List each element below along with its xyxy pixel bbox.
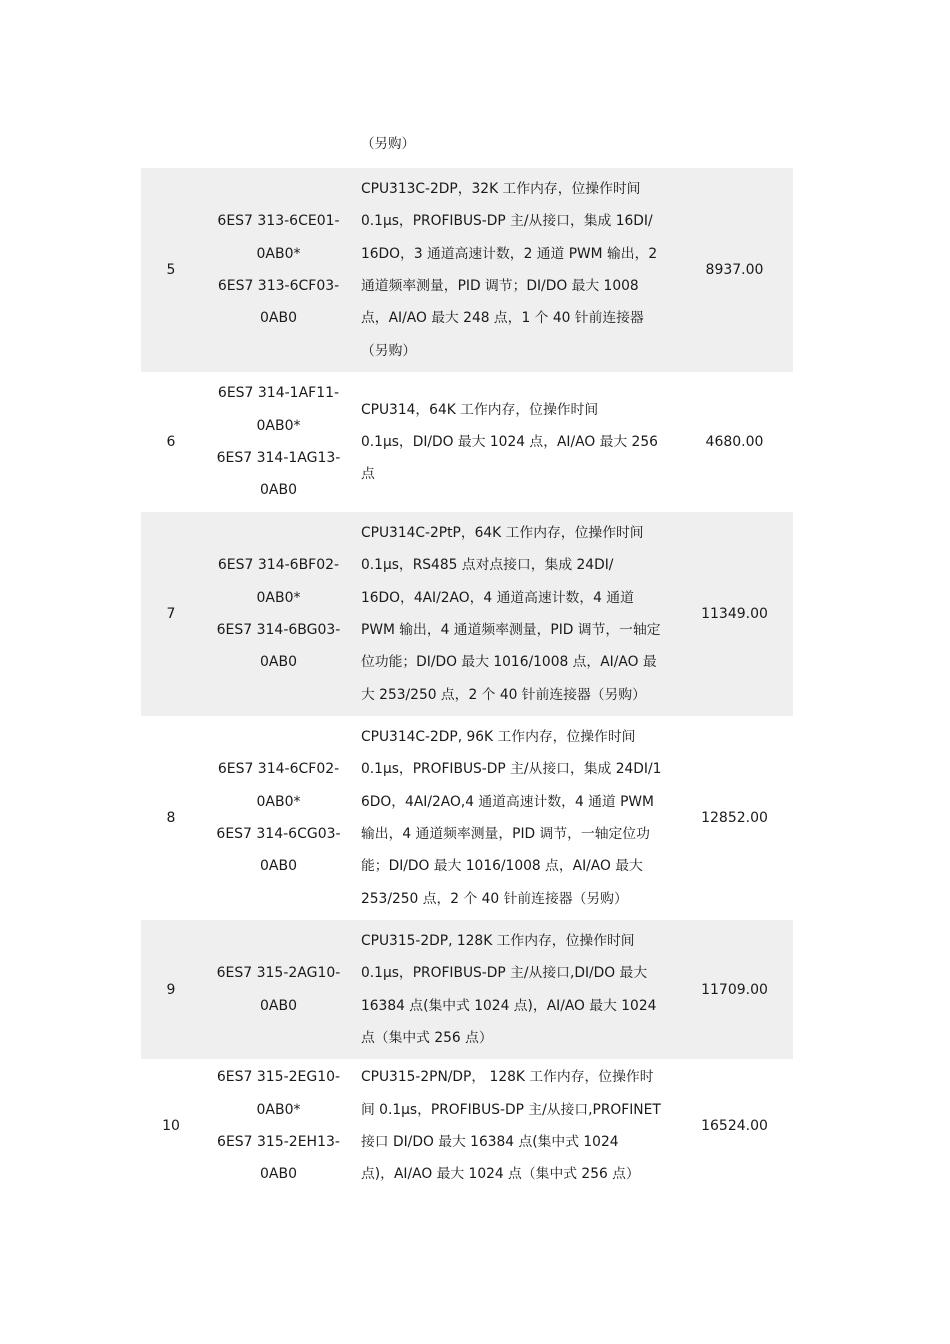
- part-number-cell: [201, 549, 356, 678]
- table-row: [141, 716, 793, 920]
- table-row: [141, 372, 793, 512]
- description-line: CPU314C-2PtP，64K 工作内存，位操作时间: [361, 525, 644, 542]
- part-number-line: 0AB0*: [256, 245, 301, 262]
- price-cell: 11709.00: [701, 981, 768, 998]
- description-line: 253/250 点，2 个 40 针前连接器（另购）: [361, 890, 628, 907]
- part-number-line: 0AB0*: [256, 1101, 301, 1118]
- row-index: 9: [166, 981, 176, 998]
- row-index: 8: [166, 810, 176, 826]
- description-line: 0.1μs，PROFIBUS-DP 主/从接口，集成 24DI/1: [361, 761, 662, 778]
- description-line: 点，AI/AO 最大 248 点，1 个 40 针前连接器: [361, 310, 644, 327]
- part-number-cell: [201, 377, 356, 506]
- description-cell: [356, 1061, 676, 1190]
- description-cell: [356, 721, 676, 915]
- description-line: 0.1μs，RS485 点对点接口，集成 24DI/: [361, 557, 614, 574]
- part-number-line: 6ES7 314-6CF02-: [217, 761, 340, 778]
- part-number-cell: [201, 205, 356, 334]
- part-number-line: 6ES7 314-6BF02-: [217, 557, 340, 574]
- description-cell: [356, 517, 676, 711]
- part-number-line: 6ES7 313-6CF03-: [217, 278, 340, 294]
- description-line: CPU315-2PN/DP， 128K 工作内存，位操作时: [361, 1069, 654, 1086]
- description-line: 6DO，4AI/2AO,4 通道高速计数，4 通道 PWM: [361, 793, 654, 810]
- row-index: 6: [166, 434, 176, 450]
- table-row: [141, 920, 793, 1059]
- product-price-table: [141, 168, 793, 1193]
- description-line: 能；DI/DO 最大 1016/1008 点，AI/AO 最大: [361, 858, 643, 875]
- part-number-line: 0AB0: [260, 482, 297, 499]
- description-line: 0.1μs，DI/DO 最大 1024 点，AI/AO 最大 256: [361, 433, 658, 450]
- part-number-cell: [201, 1061, 356, 1190]
- price-cell: 4680.00: [705, 434, 764, 450]
- continued-description-line: （另购）: [361, 136, 415, 152]
- description-line: 位功能；DI/DO 最大 1016/1008 点，AI/AO 最: [361, 654, 657, 671]
- price-cell: 11349.00: [701, 606, 768, 622]
- part-number-line: 0AB0: [260, 310, 297, 327]
- description-line: 大 253/250 点，2 个 40 针前连接器（另购）: [361, 686, 646, 703]
- price-cell: 16524.00: [701, 1118, 768, 1134]
- description-line: 16DO，4AI/2AO，4 通道高速计数，4 通道: [361, 589, 634, 606]
- part-number-line: 6ES7 315-2EH13-: [217, 1134, 340, 1150]
- description-line: 0.1μs，PROFIBUS-DP 主/从接口，集成 16DI/: [361, 213, 653, 230]
- price-cell: 8937.00: [705, 262, 764, 278]
- part-number-line: 6ES7 313-6CE01-: [217, 213, 340, 230]
- part-number-line: 6ES7 314-6CG03-: [216, 826, 341, 842]
- part-number-line: 0AB0: [260, 858, 297, 875]
- description-cell: [356, 173, 676, 367]
- row-index: 5: [166, 262, 176, 278]
- description-line: CPU313C-2DP，32K 工作内存，位操作时间: [361, 181, 641, 198]
- description-cell: [356, 394, 676, 491]
- part-number-line: 0AB0: [260, 997, 297, 1014]
- part-number-line: 6ES7 314-6BG03-: [216, 622, 341, 638]
- part-number-line: 0AB0*: [256, 589, 301, 606]
- row-index: 7: [166, 606, 176, 622]
- part-number-line: 0AB0: [260, 654, 297, 671]
- description-line: 点: [361, 466, 375, 483]
- description-line: 0.1μs，PROFIBUS-DP 主/从接口,DI/DO 最大: [361, 965, 648, 982]
- part-number-line: 0AB0*: [256, 793, 301, 810]
- description-line: 间 0.1μs，PROFIBUS-DP 主/从接口,PROFINET: [361, 1101, 661, 1118]
- part-number-line: 0AB0: [260, 1166, 297, 1183]
- description-line: CPU314C-2DP, 96K 工作内存，位操作时间: [361, 729, 636, 746]
- description-line: 通道频率测量，PID 调节；DI/DO 最大 1008: [361, 278, 639, 294]
- description-line: 16DO，3 通道高速计数，2 通道 PWM 输出，2: [361, 245, 658, 262]
- part-number-line: 6ES7 315-2AG10-: [216, 965, 341, 982]
- description-line: 输出，4 通道频率测量，PID 调节，一轴定位功: [361, 826, 650, 842]
- description-line: 16384 点(集中式 1024 点)，AI/AO 最大 1024: [361, 997, 657, 1014]
- price-cell: 12852.00: [701, 810, 768, 826]
- description-line: 点)，AI/AO 最大 1024 点（集中式 256 点）: [361, 1166, 640, 1183]
- table-row: [141, 512, 793, 716]
- part-number-line: 6ES7 314-1AG13-: [216, 450, 341, 466]
- row-index: 10: [162, 1118, 180, 1134]
- table-row: [141, 168, 793, 372]
- description-line: CPU314，64K 工作内存，位操作时间: [361, 401, 599, 418]
- part-number-line: 6ES7 315-2EG10-: [216, 1069, 341, 1086]
- part-number-line: 0AB0*: [256, 417, 301, 434]
- part-number-cell: [201, 753, 356, 882]
- description-line: 点（集中式 256 点）: [361, 1029, 493, 1046]
- description-line: CPU315-2DP, 128K 工作内存，位操作时间: [361, 932, 635, 949]
- description-line: PWM 输出，4 通道频率测量，PID 调节，一轴定: [361, 622, 661, 638]
- part-number-cell: [201, 957, 356, 1022]
- table-row: [141, 1059, 793, 1193]
- part-number-line: 6ES7 314-1AF11-: [217, 385, 340, 402]
- description-line: （另购）: [361, 342, 417, 359]
- description-line: 接口 DI/DO 最大 16384 点(集中式 1024: [361, 1134, 619, 1150]
- description-cell: [356, 925, 676, 1054]
